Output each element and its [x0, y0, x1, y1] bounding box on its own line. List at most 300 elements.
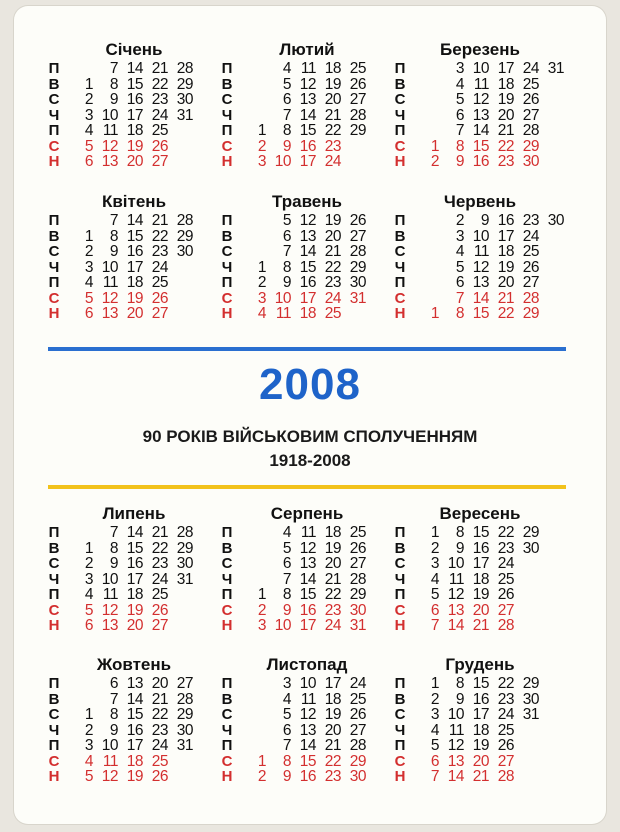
- day-number: 18: [126, 586, 143, 603]
- weekday-labels: [217, 525, 237, 634]
- week-row: [241, 77, 366, 93]
- day-number: 6: [430, 752, 439, 770]
- day-number: 11: [275, 305, 291, 322]
- day-number: 24: [522, 227, 539, 245]
- day-number: 16: [126, 243, 143, 260]
- day-number: 22: [497, 675, 514, 692]
- day-number: 3: [430, 706, 439, 723]
- day-number: 17: [497, 227, 514, 245]
- day-number: 19: [126, 289, 143, 307]
- day-number: 17: [299, 289, 316, 307]
- week-row: [414, 769, 539, 785]
- day-number: 25: [349, 60, 366, 77]
- day-number: 4: [257, 305, 266, 322]
- week-row: [68, 108, 193, 124]
- weekday-label: П: [48, 122, 60, 139]
- day-number: 11: [473, 75, 489, 93]
- day-number: 14: [126, 524, 143, 541]
- weekday-label: П: [48, 675, 60, 692]
- day-number: 7: [282, 737, 291, 754]
- day-number: 7: [455, 122, 464, 139]
- day-number: 17: [126, 737, 143, 754]
- week-row: [414, 306, 564, 322]
- day-number: 23: [151, 555, 168, 572]
- week-row: [241, 618, 366, 634]
- day-number: 8: [455, 137, 464, 155]
- day-number: 11: [300, 60, 316, 77]
- week-row: [68, 541, 193, 557]
- day-number: 5: [84, 601, 93, 619]
- day-number: 18: [472, 570, 489, 588]
- weekday-label: С: [394, 555, 406, 572]
- day-number: 23: [151, 243, 168, 260]
- days-grid: [68, 61, 193, 170]
- week-row: [68, 244, 193, 260]
- day-number: 29: [349, 122, 366, 139]
- day-number: 5: [430, 586, 439, 603]
- week-row: [241, 213, 366, 229]
- day-number: 3: [257, 617, 266, 634]
- day-number: 23: [497, 690, 514, 708]
- day-number: 2: [430, 690, 439, 708]
- day-number: 22: [151, 706, 168, 723]
- day-number: 4: [84, 122, 93, 139]
- day-number: 1: [84, 75, 93, 93]
- weekday-label: Ч: [394, 721, 406, 739]
- week-row: [68, 754, 193, 770]
- day-number: 14: [126, 690, 143, 708]
- month-may: [217, 192, 397, 320]
- week-row: [414, 556, 539, 572]
- day-number: 28: [522, 122, 539, 139]
- day-number: 27: [151, 617, 168, 634]
- day-number: 22: [324, 258, 341, 276]
- day-number: 19: [126, 601, 143, 619]
- day-number: 8: [109, 706, 118, 723]
- day-number: 24: [151, 106, 168, 124]
- day-number: 22: [324, 752, 341, 770]
- day-number: 13: [299, 555, 316, 572]
- day-number: 1: [430, 524, 439, 541]
- day-number: 5: [84, 768, 93, 785]
- weekday-label: Ч: [394, 570, 406, 588]
- day-number: 20: [126, 617, 143, 634]
- weekday-label: С: [48, 243, 60, 260]
- day-number: 27: [151, 153, 168, 170]
- month-march: [390, 40, 570, 168]
- day-number: 29: [522, 137, 539, 155]
- weekday-label: С: [48, 91, 60, 108]
- month-name: Грудень: [445, 655, 515, 674]
- days-grid: [68, 676, 193, 785]
- day-number: 3: [282, 675, 291, 692]
- yellow-divider: [48, 485, 566, 489]
- weekday-label: Ч: [221, 106, 233, 124]
- day-number: 18: [126, 752, 143, 770]
- weekday-labels: [390, 61, 410, 170]
- weekday-label: П: [48, 524, 60, 541]
- week-row: [68, 587, 193, 603]
- weekday-label: Ч: [48, 258, 60, 276]
- day-number: 12: [101, 289, 118, 307]
- days-grid: [414, 525, 539, 634]
- day-number: 6: [455, 106, 464, 124]
- day-number: 29: [349, 258, 366, 276]
- day-number: 28: [349, 243, 366, 260]
- day-number: 12: [101, 601, 118, 619]
- day-number: 25: [522, 75, 539, 93]
- day-number: 10: [101, 737, 118, 754]
- day-number: 25: [151, 752, 168, 770]
- day-number: 8: [282, 586, 291, 603]
- weekday-label: П: [221, 212, 233, 229]
- day-number: 15: [126, 539, 143, 557]
- week-row: [68, 260, 193, 276]
- week-row: [241, 676, 366, 692]
- weekday-label: С: [394, 137, 406, 155]
- day-number: 3: [84, 106, 93, 124]
- day-number: 24: [324, 617, 341, 634]
- day-number: 9: [109, 91, 118, 108]
- day-number: 10: [101, 106, 118, 124]
- week-row: [241, 108, 366, 124]
- week-row: [68, 154, 193, 170]
- day-number: 31: [349, 289, 366, 307]
- week-row: [414, 108, 564, 124]
- weekday-label: Н: [394, 768, 406, 785]
- day-number: 27: [497, 752, 514, 770]
- weekday-label: В: [221, 227, 233, 245]
- weekday-label: П: [221, 737, 233, 754]
- day-number: 25: [522, 243, 539, 260]
- week-row: [241, 541, 366, 557]
- weekday-label: В: [394, 690, 406, 708]
- days-grid: [68, 213, 193, 322]
- day-number: 16: [472, 153, 489, 170]
- week-row: [414, 692, 539, 708]
- day-number: 24: [349, 675, 366, 692]
- weekday-label: П: [221, 122, 233, 139]
- day-number: 21: [497, 122, 514, 139]
- day-number: 26: [151, 601, 168, 619]
- day-number: 28: [349, 737, 366, 754]
- day-number: 11: [102, 586, 118, 603]
- day-number: 26: [497, 586, 514, 603]
- day-number: 10: [472, 60, 489, 77]
- day-number: 8: [282, 122, 291, 139]
- day-number: 19: [126, 137, 143, 155]
- day-number: 16: [126, 721, 143, 739]
- day-number: 18: [126, 122, 143, 139]
- day-number: 5: [84, 289, 93, 307]
- day-number: 29: [176, 75, 193, 93]
- day-number: 29: [522, 675, 539, 692]
- day-number: 26: [349, 539, 366, 557]
- month-august: [217, 504, 397, 632]
- day-number: 22: [497, 305, 514, 322]
- weekday-label: В: [48, 75, 60, 93]
- weekday-label: С: [221, 243, 233, 260]
- day-number: 8: [455, 675, 464, 692]
- day-number: 18: [126, 274, 143, 291]
- week-row: [241, 260, 366, 276]
- year-title: 2008: [259, 360, 361, 409]
- day-number: 22: [151, 539, 168, 557]
- day-number: 24: [324, 289, 341, 307]
- day-number: 30: [349, 768, 366, 785]
- week-row: [241, 139, 366, 155]
- weekday-label: П: [48, 60, 60, 77]
- week-row: [68, 738, 193, 754]
- day-number: 22: [151, 75, 168, 93]
- day-number: 14: [126, 212, 143, 229]
- day-number: 11: [448, 570, 464, 588]
- weekday-label: П: [48, 212, 60, 229]
- day-number: 7: [455, 289, 464, 307]
- day-number: 13: [101, 305, 118, 322]
- day-number: 4: [84, 274, 93, 291]
- weekday-label: Ч: [394, 106, 406, 124]
- day-number: 20: [126, 305, 143, 322]
- day-number: 1: [84, 227, 93, 245]
- day-number: 1: [257, 258, 266, 276]
- day-number: 9: [480, 212, 489, 229]
- weekday-labels: [390, 213, 410, 322]
- days-grid: [241, 525, 366, 634]
- day-number: 23: [522, 212, 539, 229]
- weekday-label: П: [48, 737, 60, 754]
- day-number: 6: [282, 91, 291, 108]
- week-row: [68, 618, 193, 634]
- week-row: [414, 676, 539, 692]
- week-row: [68, 229, 193, 245]
- weekday-label: С: [394, 243, 406, 260]
- day-number: 4: [282, 524, 291, 541]
- week-row: [68, 275, 193, 291]
- day-number: 28: [349, 106, 366, 124]
- week-row: [68, 692, 193, 708]
- day-number: 5: [282, 706, 291, 723]
- day-number: 18: [497, 243, 514, 260]
- weekday-label: С: [221, 706, 233, 723]
- day-number: 19: [497, 258, 514, 276]
- day-number: 23: [151, 91, 168, 108]
- day-number: 14: [472, 289, 489, 307]
- weekday-label: С: [48, 601, 60, 619]
- day-number: 16: [126, 555, 143, 572]
- weekday-labels: [44, 61, 64, 170]
- day-number: 15: [126, 706, 143, 723]
- day-number: 3: [455, 227, 464, 245]
- day-number: 12: [101, 768, 118, 785]
- day-number: 23: [324, 768, 341, 785]
- weekday-labels: [390, 676, 410, 785]
- day-number: 6: [282, 227, 291, 245]
- month-name: Жовтень: [96, 655, 172, 674]
- week-row: [241, 572, 366, 588]
- week-row: [414, 260, 564, 276]
- week-row: [68, 123, 193, 139]
- weekday-label: С: [221, 601, 233, 619]
- day-number: 1: [257, 586, 266, 603]
- weekday-label: Н: [48, 617, 60, 634]
- day-number: 9: [455, 153, 464, 170]
- day-number: 9: [282, 137, 291, 155]
- weekday-label: Н: [394, 153, 406, 170]
- week-row: [241, 692, 366, 708]
- weekday-label: Ч: [394, 258, 406, 276]
- week-row: [241, 229, 366, 245]
- month-october: [44, 655, 224, 783]
- weekday-label: В: [394, 227, 406, 245]
- day-number: 27: [522, 274, 539, 291]
- day-number: 2: [430, 153, 439, 170]
- day-number: 20: [126, 153, 143, 170]
- day-number: 4: [455, 75, 464, 93]
- week-row: [241, 306, 366, 322]
- week-row: [414, 77, 564, 93]
- day-number: 28: [497, 768, 514, 785]
- week-row: [241, 587, 366, 603]
- week-row: [241, 754, 366, 770]
- day-number: 29: [176, 539, 193, 557]
- day-number: 22: [497, 137, 514, 155]
- day-number: 25: [151, 586, 168, 603]
- day-number: 16: [126, 91, 143, 108]
- day-number: 1: [257, 122, 266, 139]
- day-number: 21: [151, 212, 168, 229]
- weekday-label: Н: [221, 153, 233, 170]
- day-number: 17: [299, 153, 316, 170]
- weekday-labels: [217, 213, 237, 322]
- day-number: 12: [101, 137, 118, 155]
- weekday-label: П: [221, 524, 233, 541]
- week-row: [68, 525, 193, 541]
- day-number: 1: [430, 137, 439, 155]
- day-number: 2: [257, 274, 266, 291]
- weekday-label: П: [221, 60, 233, 77]
- day-number: 24: [151, 258, 168, 276]
- day-number: 17: [472, 706, 489, 723]
- day-number: 5: [430, 737, 439, 754]
- day-number: 26: [151, 768, 168, 785]
- day-number: 23: [497, 539, 514, 557]
- weekday-label: С: [394, 752, 406, 770]
- month-name: Серпень: [270, 504, 344, 523]
- day-number: 30: [176, 555, 193, 572]
- day-number: 10: [447, 555, 464, 572]
- weekday-label: Ч: [221, 570, 233, 588]
- week-row: [414, 754, 539, 770]
- week-row: [414, 213, 564, 229]
- day-number: 15: [299, 752, 316, 770]
- weekday-label: В: [394, 539, 406, 557]
- day-number: 6: [84, 617, 93, 634]
- day-number: 15: [299, 122, 316, 139]
- day-number: 25: [497, 721, 514, 739]
- month-name: Вересень: [439, 504, 521, 523]
- day-number: 27: [151, 305, 168, 322]
- week-row: [241, 707, 366, 723]
- week-row: [68, 77, 193, 93]
- weekday-label: П: [394, 586, 406, 603]
- day-number: 19: [472, 586, 489, 603]
- day-number: 27: [522, 106, 539, 124]
- day-number: 10: [274, 153, 291, 170]
- day-number: 27: [349, 227, 366, 245]
- weekday-label: С: [48, 137, 60, 155]
- day-number: 15: [126, 75, 143, 93]
- weekday-label: С: [48, 752, 60, 770]
- day-number: 28: [176, 690, 193, 708]
- day-number: 13: [299, 227, 316, 245]
- day-number: 28: [522, 289, 539, 307]
- day-number: 2: [84, 721, 93, 739]
- day-number: 2: [430, 539, 439, 557]
- weekday-labels: [217, 61, 237, 170]
- month-november: [217, 655, 397, 783]
- day-number: 7: [109, 524, 118, 541]
- day-number: 13: [472, 274, 489, 291]
- day-number: 26: [349, 75, 366, 93]
- day-number: 2: [84, 555, 93, 572]
- week-row: [414, 587, 539, 603]
- day-number: 10: [299, 675, 316, 692]
- day-number: 16: [299, 274, 316, 291]
- day-number: 12: [472, 91, 489, 108]
- day-number: 22: [497, 524, 514, 541]
- day-number: 25: [497, 570, 514, 588]
- day-number: 14: [299, 737, 316, 754]
- week-row: [414, 541, 539, 557]
- day-number: 3: [455, 60, 464, 77]
- weekday-label: С: [221, 137, 233, 155]
- weekday-label: П: [221, 274, 233, 291]
- day-number: 26: [497, 737, 514, 754]
- weekday-label: С: [221, 555, 233, 572]
- week-row: [414, 707, 539, 723]
- month-january: [44, 40, 224, 168]
- week-row: [414, 92, 564, 108]
- day-number: 17: [126, 106, 143, 124]
- day-number: 5: [455, 258, 464, 276]
- day-number: 2: [84, 91, 93, 108]
- week-row: [241, 92, 366, 108]
- weekday-label: П: [394, 524, 406, 541]
- week-row: [241, 291, 366, 307]
- day-number: 8: [455, 305, 464, 322]
- day-number: 10: [101, 570, 118, 588]
- day-number: 8: [109, 539, 118, 557]
- weekday-label: Н: [394, 617, 406, 634]
- week-row: [68, 61, 193, 77]
- week-row: [414, 154, 564, 170]
- day-number: 3: [430, 555, 439, 572]
- week-row: [414, 123, 564, 139]
- day-number: 11: [448, 721, 464, 739]
- weekday-label: С: [394, 91, 406, 108]
- week-row: [68, 139, 193, 155]
- anniversary-subtitle: 90 РОКІВ ВІЙСЬКОВИМ СПОЛУЧЕННЯМ: [142, 427, 478, 446]
- day-number: 24: [151, 570, 168, 588]
- day-number: 21: [151, 60, 168, 77]
- day-number: 29: [176, 706, 193, 723]
- day-number: 30: [522, 539, 539, 557]
- day-number: 23: [324, 137, 341, 155]
- day-number: 4: [84, 586, 93, 603]
- week-row: [241, 525, 366, 541]
- week-row: [414, 618, 539, 634]
